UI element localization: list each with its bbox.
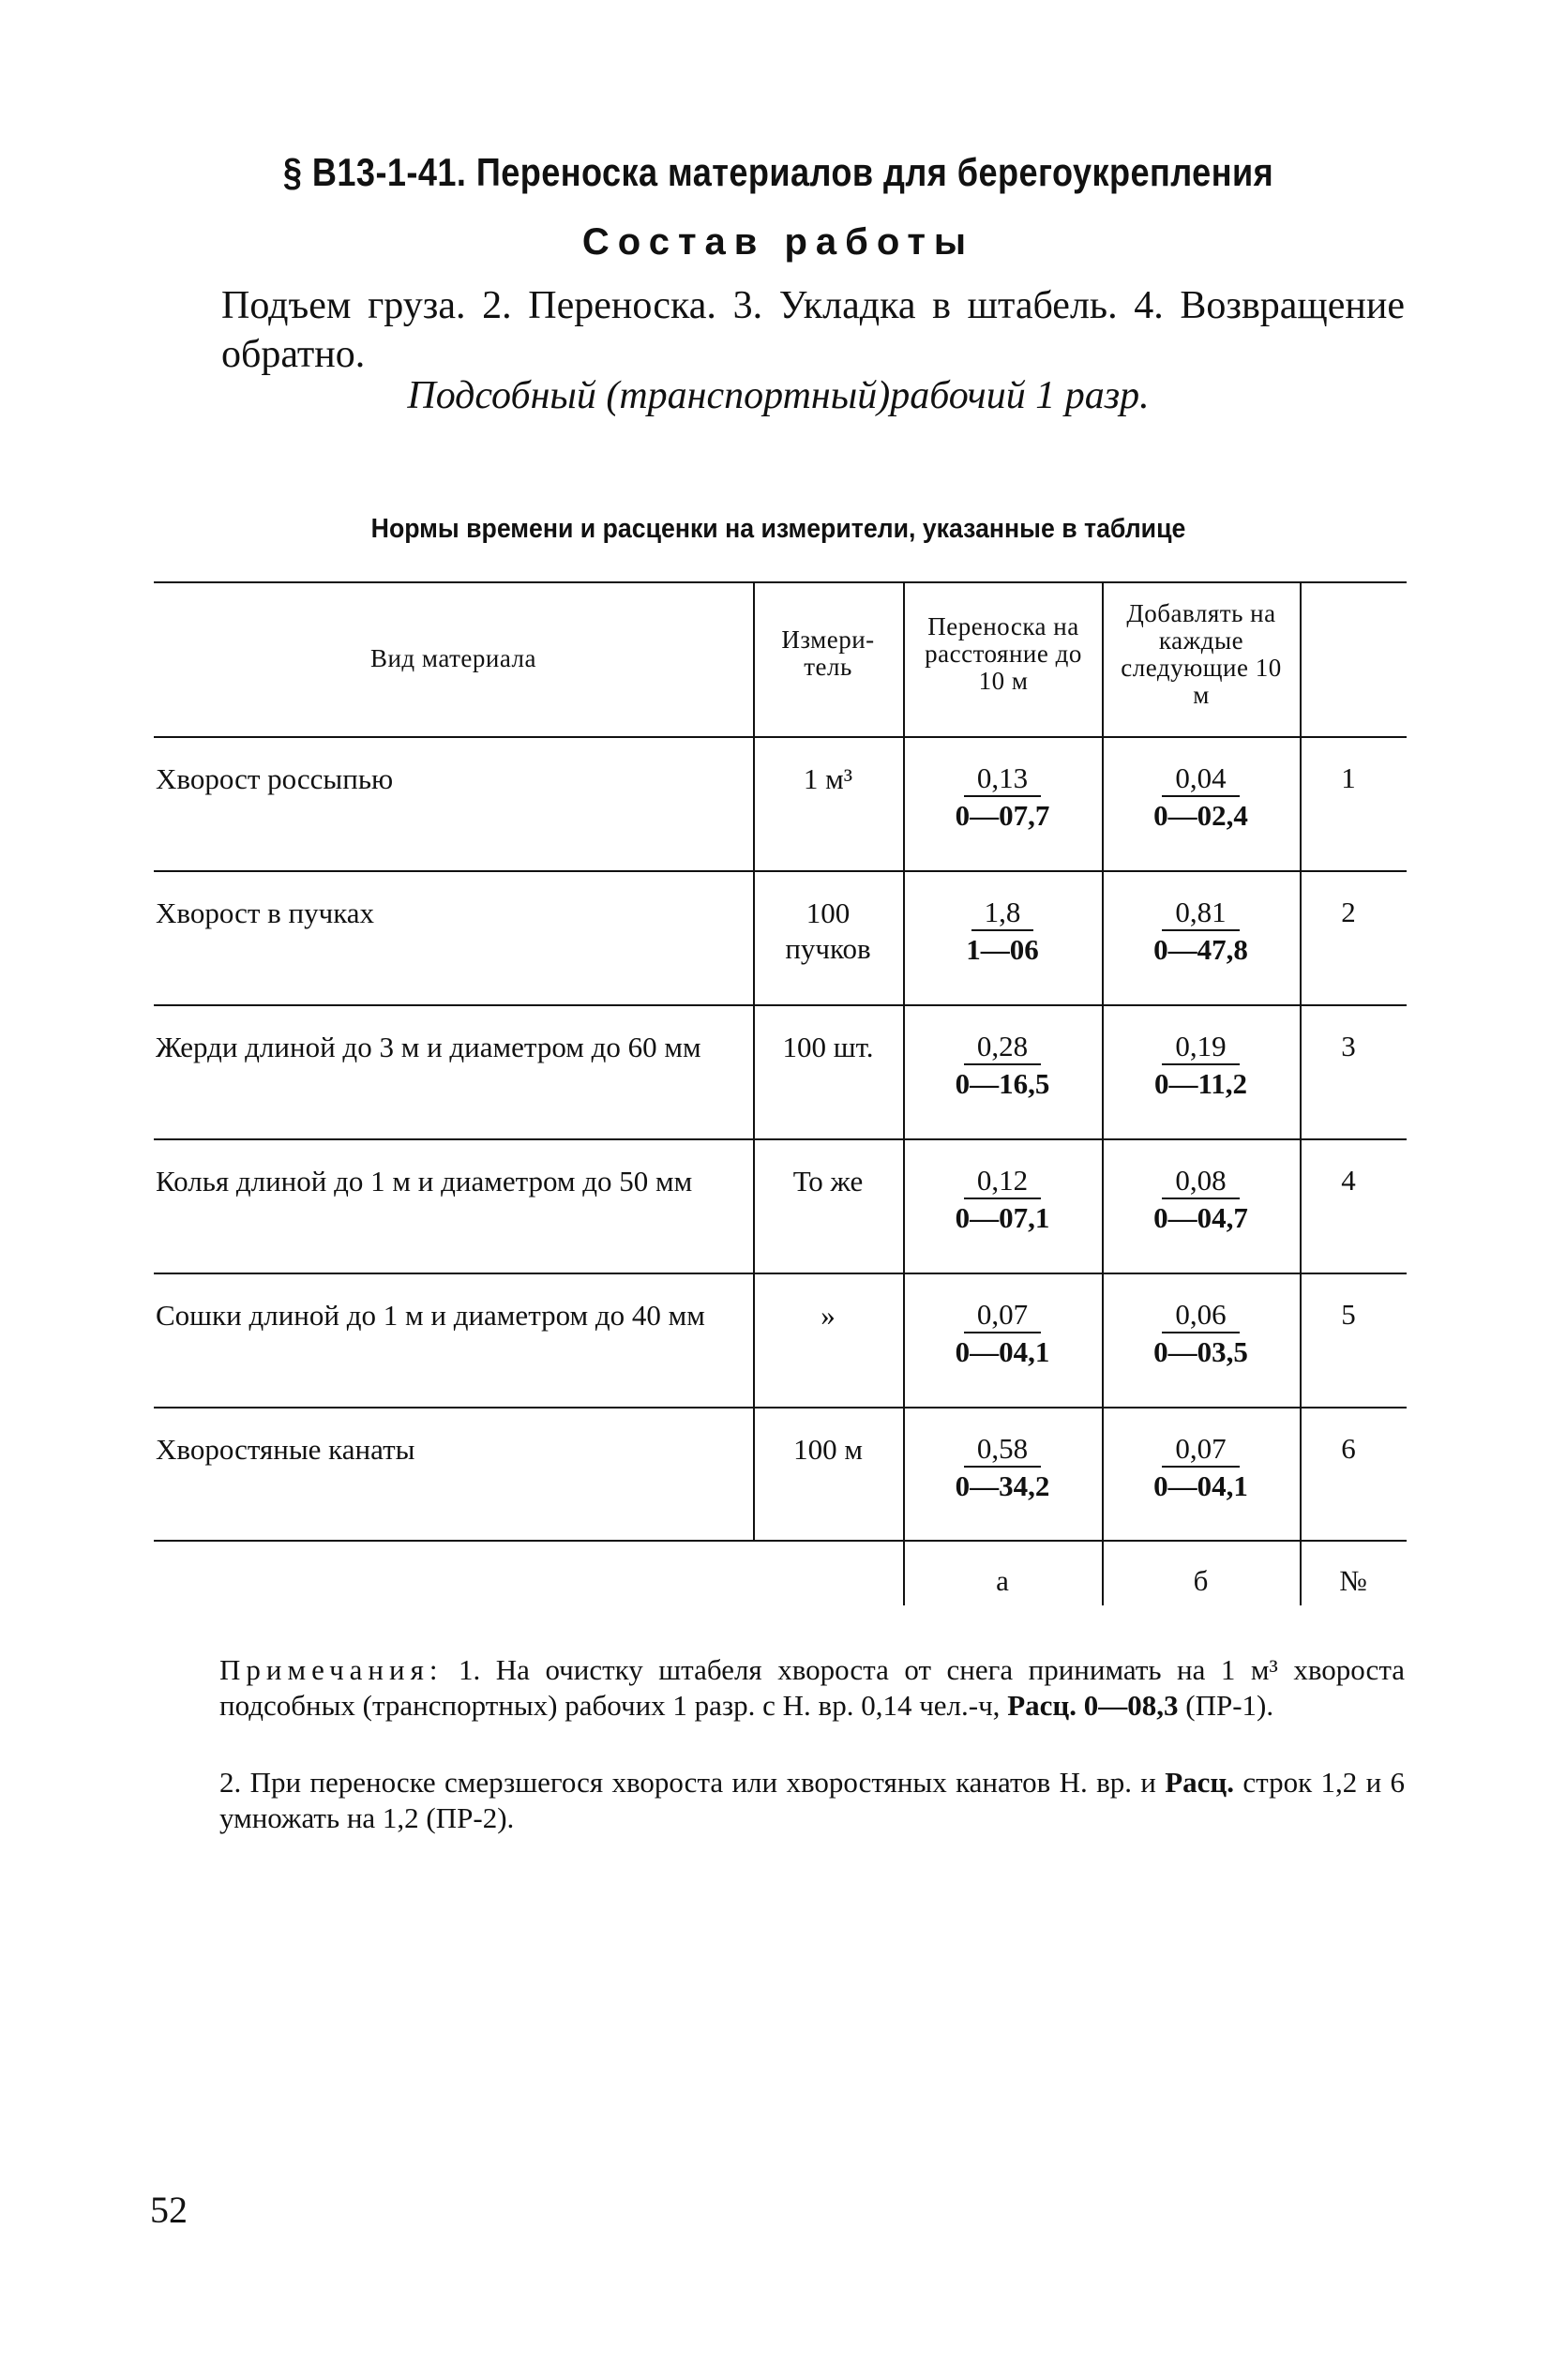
table-top-rule bbox=[154, 581, 1407, 583]
note-1-text: 1. На очистку штабеля хвороста от снега принимать на 1 м³ хвороста подсобных (транспортных) рабочих 1 разр. с Н. вр. 0,14 чел.-ч, bbox=[219, 1653, 1405, 1722]
row-material: Жерди длиной до 3 м и диаметром до 60 мм bbox=[156, 1031, 701, 1063]
row-material: Хворост россыпью bbox=[156, 762, 394, 795]
carry-rate: 0—16,5 bbox=[955, 1067, 1050, 1100]
column-label-b: б bbox=[1193, 1564, 1209, 1597]
carry-rate: 0—07,7 bbox=[955, 799, 1050, 832]
row-material: Хворост в пучках bbox=[156, 896, 375, 929]
column-label-a: а bbox=[996, 1564, 1009, 1597]
row-unit: » bbox=[821, 1299, 836, 1332]
notes-label: Примечания: bbox=[219, 1653, 444, 1686]
add-norm: 0,04 bbox=[1162, 761, 1239, 797]
table-caption: Нормы времени и расценки на измерители, указанные в таблице bbox=[370, 514, 1186, 544]
carry-rate: 0—07,1 bbox=[955, 1201, 1050, 1234]
column-label-num: № bbox=[1339, 1564, 1367, 1597]
carry-norm: 0,28 bbox=[964, 1030, 1041, 1065]
row-rule bbox=[154, 1004, 1407, 1006]
row-material: Хворостяные канаты bbox=[156, 1433, 415, 1466]
carry-norm: 0,07 bbox=[964, 1298, 1041, 1333]
add-norm: 0,81 bbox=[1162, 896, 1239, 931]
carry-norm-rate bbox=[903, 1298, 1102, 1371]
note-2-ref: строк 1,2 и 6 умножать на 1,2 (ПР-2). bbox=[219, 1766, 1405, 1834]
note-2-rate: Расц. bbox=[1165, 1766, 1235, 1799]
section-title: § В13-1-41. Переноска материалов для берегоукрепления bbox=[282, 150, 1274, 194]
add-rate: 0—02,4 bbox=[1153, 799, 1248, 832]
add-rate: 0—04,1 bbox=[1153, 1469, 1248, 1502]
add-rate: 0—11,2 bbox=[1153, 1067, 1248, 1100]
carry-norm-rate bbox=[903, 1164, 1102, 1237]
row-number: 2 bbox=[1341, 896, 1356, 928]
note-1-ref: (ПР-1). bbox=[1185, 1689, 1274, 1722]
carry-rate: 0—04,1 bbox=[955, 1335, 1050, 1368]
carry-rate: 0—34,2 bbox=[955, 1469, 1050, 1502]
row-rule bbox=[154, 1273, 1407, 1274]
column-header-unit: Измери-тель bbox=[781, 625, 875, 681]
header-bottom-rule bbox=[154, 736, 1407, 738]
add-rate: 0—47,8 bbox=[1153, 933, 1248, 966]
column-header-carry: Переноска на расстояние до 10 м bbox=[925, 612, 1082, 695]
row-material: Сошки длиной до 1 м и диаметром до 40 мм bbox=[156, 1299, 705, 1332]
carry-norm: 0,12 bbox=[964, 1164, 1041, 1199]
row-unit: То же bbox=[792, 1165, 864, 1198]
row-material: Колья длиной до 1 м и диаметром до 50 мм bbox=[156, 1165, 693, 1198]
add-rate: 0—03,5 bbox=[1153, 1335, 1248, 1368]
carry-rate: 1—06 bbox=[966, 933, 1039, 966]
row-unit: 1 м³ bbox=[803, 762, 853, 795]
carry-norm-rate bbox=[903, 1030, 1102, 1103]
table-bottom-rule bbox=[154, 1540, 1407, 1542]
carry-norm-rate bbox=[903, 896, 1102, 969]
add-norm: 0,08 bbox=[1162, 1164, 1239, 1199]
column-divider bbox=[1300, 581, 1302, 1605]
add-norm-rate bbox=[1102, 896, 1300, 969]
note-2-text: 2. При переноске смерзшегося хвороста или хворостяных канатов Н. вр. и bbox=[219, 1766, 1156, 1799]
note-1 bbox=[219, 1652, 1405, 1724]
carry-norm-rate bbox=[903, 1432, 1102, 1505]
add-norm-rate bbox=[1102, 1030, 1300, 1103]
carry-norm: 0,58 bbox=[964, 1432, 1041, 1468]
worker-category: Подсобный (транспортный)рабочий 1 разр. bbox=[407, 374, 1150, 417]
carry-norm-rate bbox=[903, 761, 1102, 835]
add-norm: 0,06 bbox=[1162, 1298, 1239, 1333]
row-number: 3 bbox=[1341, 1030, 1356, 1062]
add-norm-rate bbox=[1102, 1164, 1300, 1237]
row-rule bbox=[154, 1407, 1407, 1408]
add-rate: 0—04,7 bbox=[1153, 1201, 1248, 1234]
page-number: 52 bbox=[150, 2189, 188, 2231]
carry-norm: 1,8 bbox=[971, 896, 1034, 931]
column-header-add: Добавлять на каждые следующие 10 м bbox=[1121, 599, 1282, 709]
row-number: 5 bbox=[1341, 1298, 1356, 1331]
row-unit: 100 м bbox=[793, 1433, 863, 1466]
add-norm: 0,19 bbox=[1162, 1030, 1239, 1065]
row-rule bbox=[154, 870, 1407, 872]
row-number: 1 bbox=[1341, 761, 1356, 794]
work-composition: Подъем груза. 2. Переноска. 3. Укладка в штабель. 4. Возвращение обратно. bbox=[221, 284, 1405, 376]
row-number: 4 bbox=[1341, 1164, 1356, 1197]
carry-norm: 0,13 bbox=[964, 761, 1041, 797]
row-number: 6 bbox=[1341, 1432, 1356, 1465]
row-unit: 100 пучков bbox=[785, 896, 871, 965]
add-norm-rate bbox=[1102, 1298, 1300, 1371]
row-rule bbox=[154, 1138, 1407, 1140]
note-1-rate: Расц. 0—08,3 bbox=[1007, 1689, 1179, 1722]
row-unit: 100 шт. bbox=[782, 1031, 874, 1063]
composition-heading: Состав работы bbox=[581, 221, 975, 263]
add-norm-rate bbox=[1102, 761, 1300, 835]
note-2 bbox=[219, 1765, 1405, 1836]
add-norm: 0,07 bbox=[1162, 1432, 1239, 1468]
column-header-material: Вид материала bbox=[369, 644, 537, 672]
add-norm-rate bbox=[1102, 1432, 1300, 1505]
